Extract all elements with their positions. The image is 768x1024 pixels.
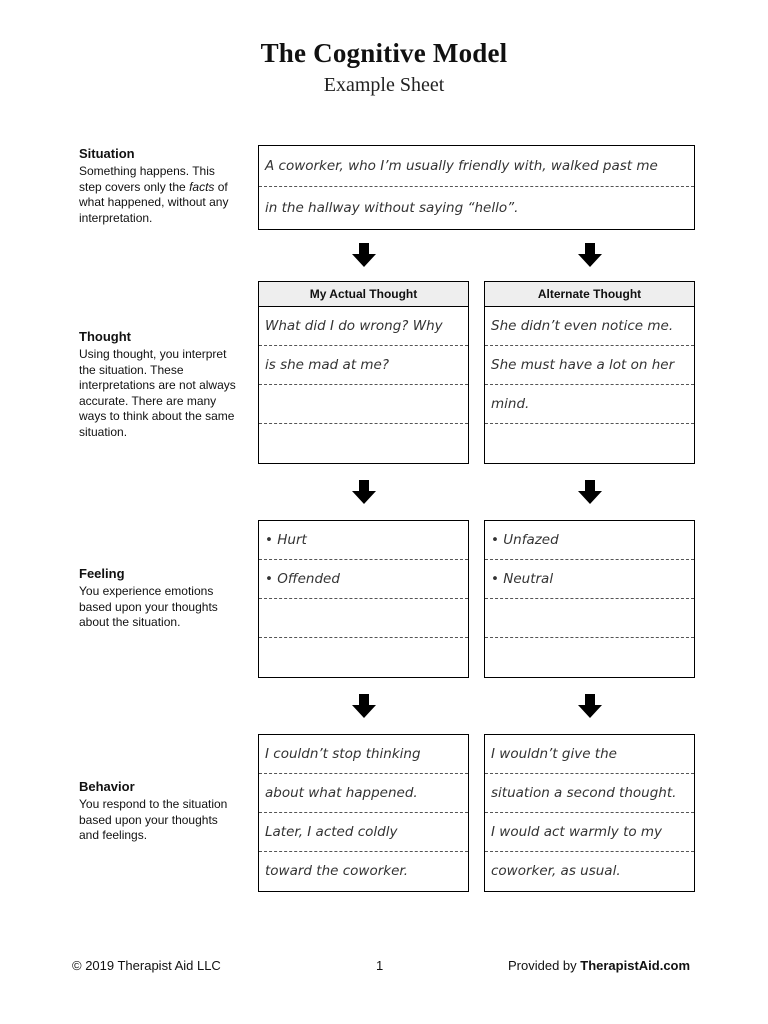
- alternate-thought-line[interactable]: She must have a lot on her: [485, 346, 694, 385]
- footer-provided-prefix: Provided by: [508, 958, 581, 973]
- actual-feeling-line[interactable]: [259, 638, 468, 676]
- alternate-behavior-box: [484, 734, 695, 892]
- alternate-thought-line[interactable]: [485, 424, 694, 463]
- actual-behavior-line[interactable]: Later, I acted coldly: [259, 813, 468, 852]
- alternate-thought-header: Alternate Thought: [485, 282, 694, 307]
- down-arrow-icon: [352, 480, 376, 504]
- down-arrow-icon: [352, 243, 376, 267]
- situation-title: Situation: [79, 146, 135, 161]
- alternate-thought-line[interactable]: She didn’t even notice me.: [485, 307, 694, 346]
- actual-thought-header: My Actual Thought: [259, 282, 468, 307]
- actual-behavior-line[interactable]: about what happened.: [259, 774, 468, 813]
- alternate-thought-line[interactable]: mind.: [485, 385, 694, 424]
- alternate-behavior-line[interactable]: I would act warmly to my: [485, 813, 694, 852]
- alternate-feeling-line[interactable]: • Unfazed: [485, 521, 694, 560]
- situation-box: [258, 145, 695, 230]
- footer-page-number: 1: [376, 958, 384, 973]
- actual-behavior-line[interactable]: toward the coworker.: [265, 863, 408, 879]
- page-subtitle: Example Sheet: [323, 74, 445, 96]
- situation-desc-before: Something happens. This step covers only the: [79, 164, 215, 194]
- actual-feeling-line[interactable]: • Hurt: [259, 521, 468, 560]
- alternate-feeling-line[interactable]: [485, 638, 694, 676]
- actual-behavior-box: [258, 734, 469, 892]
- situation-label-block: [79, 146, 239, 226]
- actual-thought-box: [258, 281, 469, 464]
- actual-thought-line[interactable]: is she mad at me?: [259, 346, 468, 385]
- thought-description: Using thought, you interpret the situation. These interpretations are not always accurate. There are many ways to think about the same situation.: [79, 347, 236, 439]
- thought-label-block: [79, 329, 239, 441]
- behavior-description: You respond to the situation based upon your thoughts and feelings.: [79, 797, 228, 843]
- down-arrow-icon: [578, 243, 602, 267]
- page-title: The Cognitive Model: [260, 38, 508, 68]
- behavior-title: Behavior: [79, 779, 135, 794]
- actual-thought-line[interactable]: [259, 385, 468, 424]
- actual-thought-line[interactable]: [259, 424, 468, 463]
- alternate-feeling-box: [484, 520, 695, 678]
- footer-brand-link[interactable]: TherapistAid.com: [580, 958, 691, 973]
- actual-feeling-line[interactable]: • Offended: [259, 560, 468, 599]
- actual-feeling-box: [258, 520, 469, 678]
- feeling-title: Feeling: [79, 566, 125, 581]
- situation-desc-after: of what happened, without any interpretation.: [79, 179, 229, 225]
- actual-thought-line[interactable]: What did I do wrong? Why: [259, 307, 468, 346]
- alternate-feeling-line[interactable]: [485, 599, 694, 638]
- alternate-behavior-line[interactable]: coworker, as usual.: [491, 863, 621, 879]
- actual-feeling-line[interactable]: [259, 599, 468, 638]
- alternate-behavior-line[interactable]: situation a second thought.: [485, 774, 694, 813]
- thought-title: Thought: [79, 329, 131, 344]
- alternate-thought-box: [484, 281, 695, 464]
- footer-copyright: © 2019 Therapist Aid LLC: [72, 958, 221, 973]
- down-arrow-icon: [578, 694, 602, 718]
- down-arrow-icon: [578, 480, 602, 504]
- down-arrow-icon: [352, 694, 376, 718]
- behavior-label-block: [79, 779, 239, 844]
- feeling-description: You experience emotions based upon your thoughts about the situation.: [79, 584, 218, 630]
- feeling-label-block: [79, 566, 239, 631]
- alternate-feeling-line[interactable]: • Neutral: [485, 560, 694, 599]
- alternate-behavior-line[interactable]: I wouldn’t give the: [485, 735, 694, 774]
- situation-line[interactable]: A coworker, who I’m usually friendly with, walked past me: [259, 146, 694, 187]
- situation-line[interactable]: in the hallway without saying “hello”.: [265, 199, 519, 216]
- actual-behavior-line[interactable]: I couldn’t stop thinking: [259, 735, 468, 774]
- footer-provided-by: [508, 958, 690, 973]
- situation-description: [79, 164, 239, 226]
- situation-desc-emphasis: facts: [189, 179, 215, 194]
